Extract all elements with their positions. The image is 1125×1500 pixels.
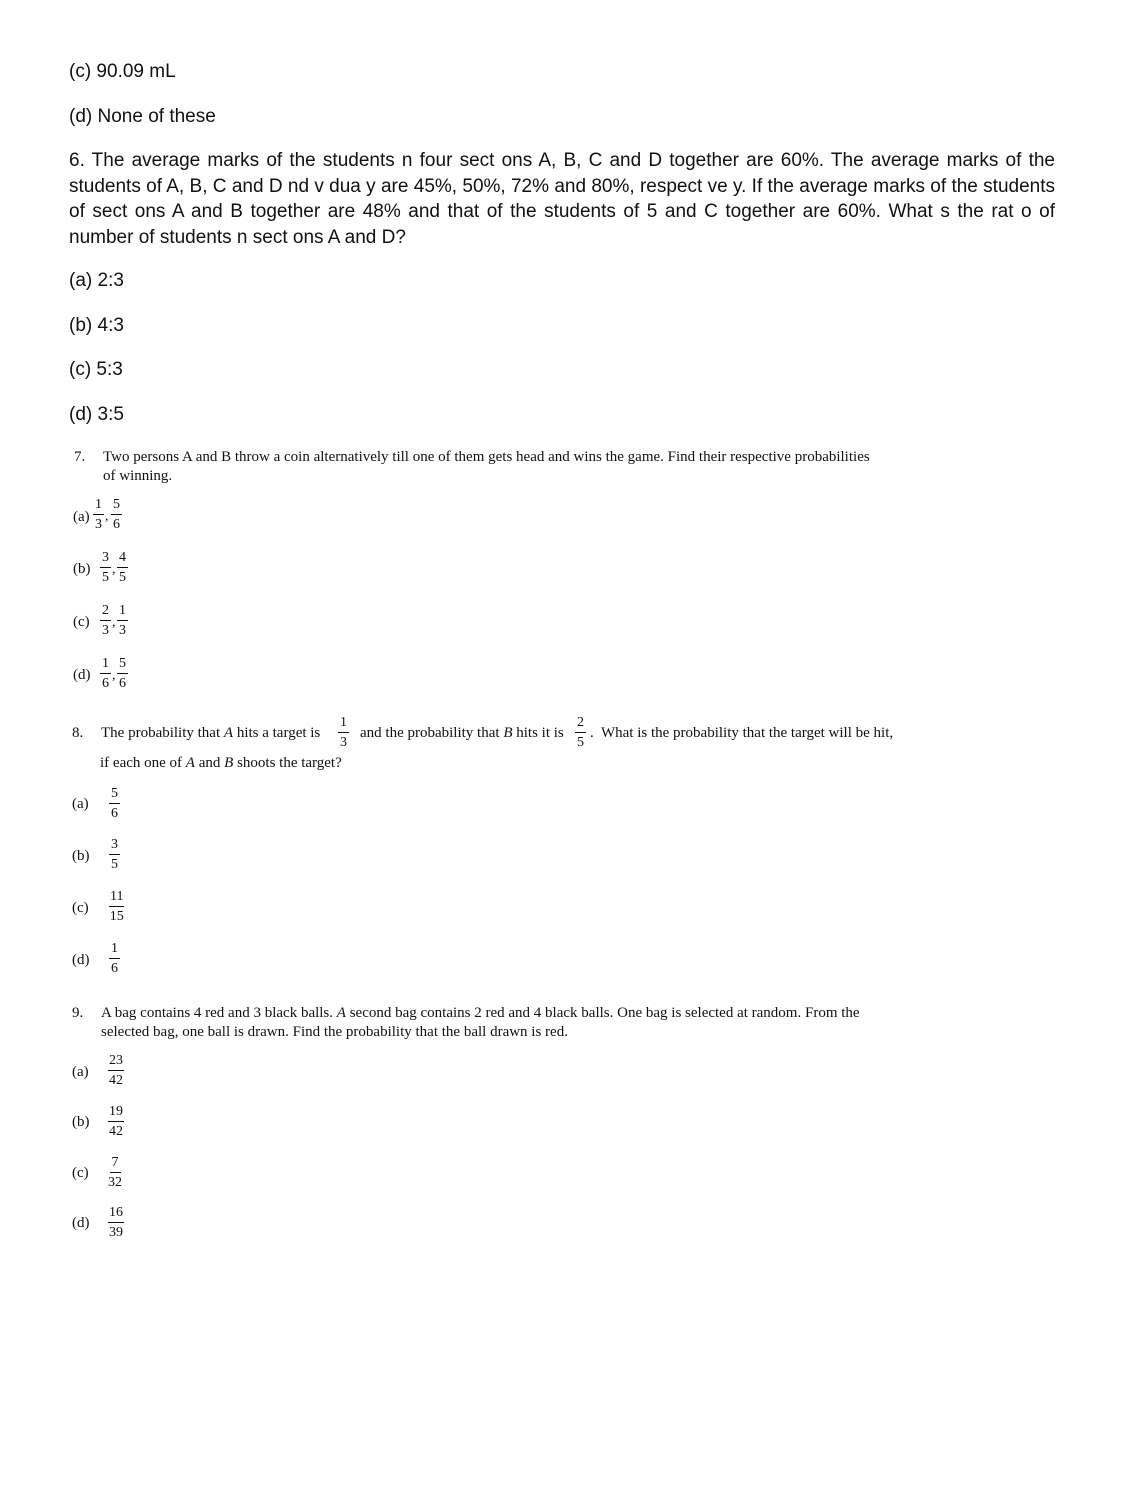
q9-option-d-label: (d) <box>72 1215 90 1231</box>
q8-option-c-label: (c) <box>72 900 89 916</box>
q6-question-text: 6. The average marks of the students n four sect ons A, B, C and D together are 60%. The average marks of the students of A, B, C and D nd v dua y are 45%, 50%, 72% and 80%, respect ve y. If the average marks of the students of sect ons A and B together are 48% and that of the students of 5 and C together are 60%. What s the rat o of number of students n sect ons A and D? <box>69 150 1055 248</box>
q7-option-b-separator: , <box>112 562 116 577</box>
q5-option-d: (d) None of these <box>69 106 216 127</box>
q9-question-line-2: selected bag, one ball is drawn. Find the probability that the ball drawn is red. <box>101 1024 568 1040</box>
q6-option-c: (c) 5:3 <box>69 359 123 380</box>
q7-option-c-fraction-2: $\frac{1}{3}$ <box>119 603 126 638</box>
q7-question-line-2: of winning. <box>103 468 173 484</box>
q7-option-d-label: (d) <box>73 667 91 683</box>
q9-option-b-fraction: $\frac{19}{42}$ <box>109 1104 123 1139</box>
q8-question-line-1-end: . What is the probability that the target will be hit, <box>590 725 894 741</box>
q8-option-b-fraction: $\frac{3}{5}$ <box>111 837 118 872</box>
q7-option-a-separator: , <box>105 509 109 524</box>
q7-number: 7. <box>74 449 86 465</box>
q9-number: 9. <box>72 1005 84 1021</box>
q6-option-d: (d) 3:5 <box>69 404 124 425</box>
q5-option-c: (c) 90.09 mL <box>69 61 176 82</box>
q6-option-a: (a) 2:3 <box>69 270 124 291</box>
q7-option-d-separator: , <box>112 668 116 683</box>
q8-option-b-label: (b) <box>72 848 90 864</box>
q8-option-d-fraction: $\frac{1}{6}$ <box>111 941 118 976</box>
q9-option-c-fraction: $\frac{7}{32}$ <box>108 1155 122 1190</box>
q7-option-c-label: (c) <box>73 614 90 630</box>
q8-question-line-2: if each one of A and B shoots the target? <box>100 755 342 771</box>
q8-number: 8. <box>72 725 84 741</box>
q8-option-c-fraction: $\frac{11}{15}$ <box>109 889 124 924</box>
q9-option-a-label: (a) <box>72 1064 89 1080</box>
q7-option-d-fraction-2: $\frac{5}{6}$ <box>119 656 126 691</box>
q7-option-d-fraction-1: $\frac{1}{6}$ <box>102 656 109 691</box>
q7-option-c-fraction-1: $\frac{2}{3}$ <box>102 603 109 638</box>
q7-option-b-fraction-1: $\frac{3}{5}$ <box>102 550 109 585</box>
q7-option-a-fraction-1: $\frac{1}{3}$ <box>95 497 102 532</box>
q9-option-d-fraction: $\frac{16}{39}$ <box>109 1205 123 1240</box>
q9-option-c-label: (c) <box>72 1165 89 1181</box>
q6-option-b: (b) 4:3 <box>69 315 124 336</box>
q8-fraction-a: $\frac{1}{3}$ <box>340 715 347 750</box>
q9-question-line-1: A bag contains 4 red and 3 black balls. A second bag contains 2 red and 4 black balls. One bag is selected at random. From the <box>101 1005 860 1021</box>
q7-question-line-1: Two persons A and B throw a coin alternatively till one of them gets head and wins the game. Find their respective probabilities <box>103 449 870 465</box>
q8-question-line-1-middle: and the probability that B hits it is <box>360 725 564 741</box>
q7-option-a-label: (a) <box>73 509 90 525</box>
q8-fraction-b: $\frac{2}{5}$ <box>577 715 584 750</box>
q8-question-line-1: The probability that A hits a target is <box>101 725 321 741</box>
q9-option-a-fraction: $\frac{23}{42}$ <box>109 1053 123 1088</box>
q9-option-b-label: (b) <box>72 1114 90 1130</box>
q7-option-c-separator: , <box>112 615 116 630</box>
q8-option-d-label: (d) <box>72 952 90 968</box>
q8-option-a-label: (a) <box>72 796 89 812</box>
q7-option-b-fraction-2: $\frac{4}{5}$ <box>119 550 126 585</box>
q7-option-a-fraction-2: $\frac{5}{6}$ <box>113 497 120 532</box>
q8-option-a-fraction: $\frac{5}{6}$ <box>111 786 118 821</box>
q7-option-b-label: (b) <box>73 561 91 577</box>
